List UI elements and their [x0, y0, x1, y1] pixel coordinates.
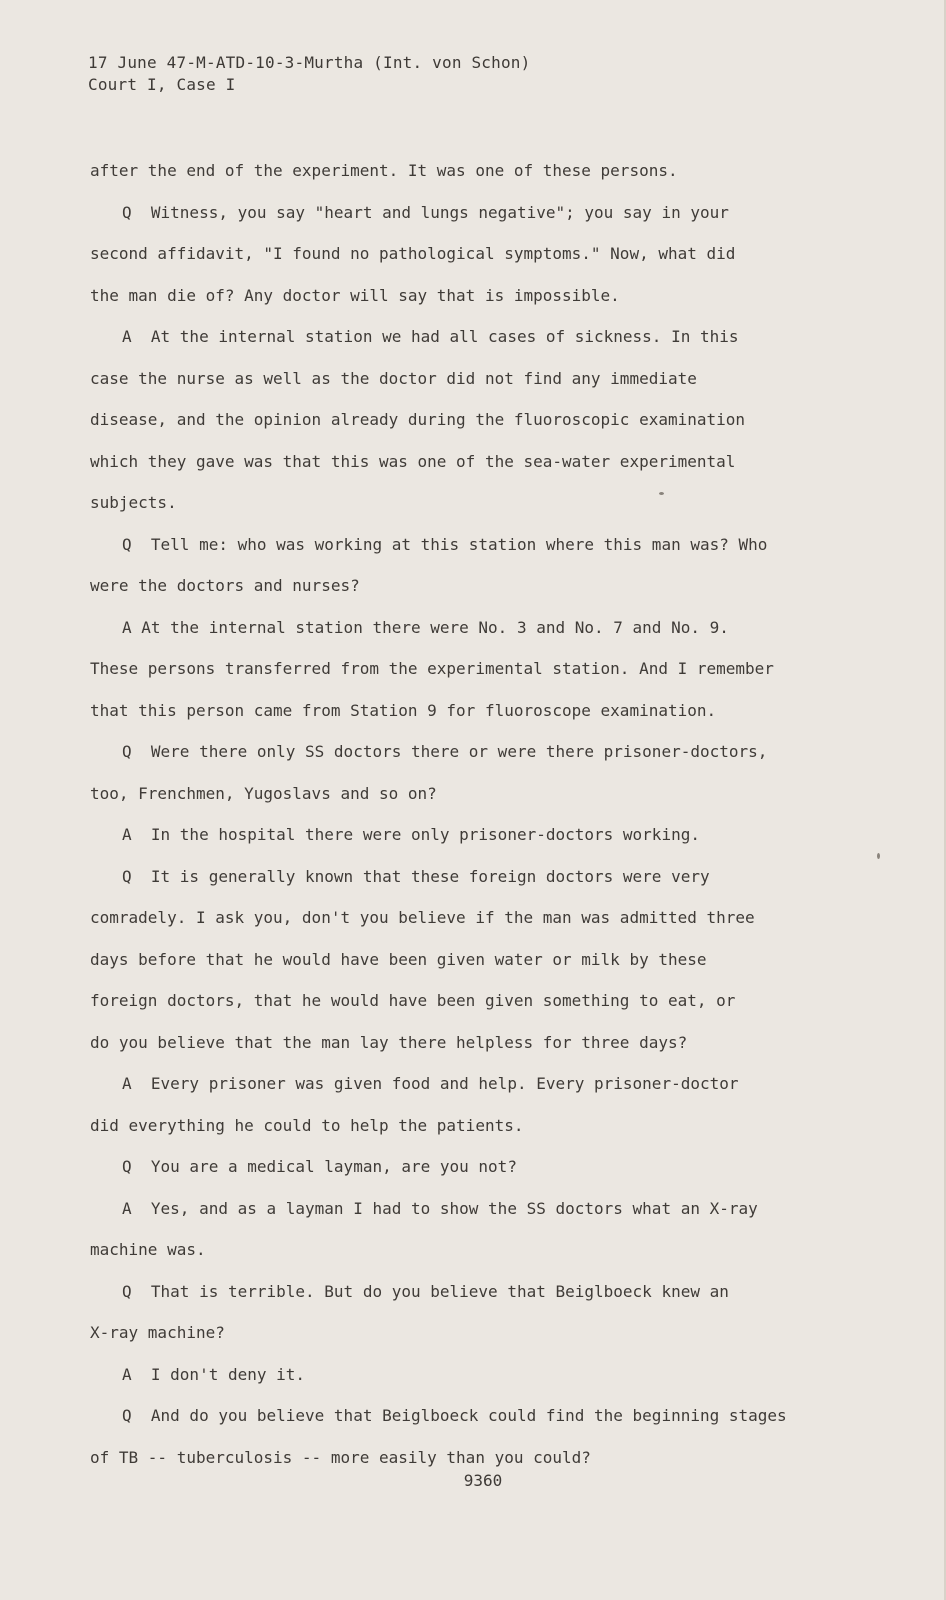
- transcript-line: machine was.: [90, 1240, 206, 1259]
- transcript-line: of TB -- tuberculosis -- more easily than you could?: [90, 1447, 591, 1467]
- transcript-line: Q Tell me: who was working at this station where this man was? Who: [122, 534, 768, 554]
- transcript-line: A At the internal station there were No. 3 and No. 7 and No. 9.: [122, 617, 729, 637]
- transcript-line: Q And do you believe that Beiglboeck could find the beginning stages: [122, 1406, 787, 1425]
- transcript-line: X-ray machine?: [90, 1323, 225, 1342]
- transcript-line: subjects.: [90, 493, 177, 512]
- transcript-line: A In the hospital there were only prisoner-doctors working.: [122, 825, 700, 844]
- transcript-line: Q Were there only SS doctors there or were there prisoner-doctors,: [122, 742, 768, 761]
- header-date-line: 17 June 47-M-ATD-10-3-Murtha (Int. von Schon): [88, 53, 531, 72]
- paper-speck: [659, 492, 664, 495]
- transcript-line: A I don't deny it.: [122, 1364, 306, 1384]
- transcript-line: Q That is terrible. But do you believe that Beiglboeck knew an: [122, 1281, 729, 1301]
- transcript-line: did everything he could to help the patients.: [90, 1115, 524, 1135]
- transcript-line: Q It is generally known that these foreign doctors were very: [122, 866, 710, 886]
- paper-speck: [877, 853, 880, 859]
- transcript-line: days before that he would have been given water or milk by these: [90, 949, 707, 969]
- transcript-line: after the end of the experiment. It was one of these persons.: [90, 161, 678, 180]
- transcript-line: foreign doctors, that he would have been given something to eat, or: [90, 991, 736, 1010]
- transcript-line: do you believe that the man lay there helpless for three days?: [90, 1032, 688, 1052]
- transcript-line: the man die of? Any doctor will say that is impossible.: [90, 285, 620, 305]
- transcript-line: A Yes, and as a layman I had to show the SS doctors what an X-ray: [122, 1198, 758, 1218]
- transcript-line: Q You are a medical layman, are you not?: [122, 1157, 517, 1176]
- transcript-line: disease, and the opinion already during the fluoroscopic examination: [90, 410, 746, 429]
- header-court-line: Court I, Case I: [88, 75, 236, 94]
- document-header: [88, 52, 530, 96]
- transcript-line: that this person came from Station 9 for fluoroscope examination.: [90, 700, 717, 720]
- transcript-line: These persons transferred from the experimental station. And I remember: [90, 659, 774, 678]
- transcript-line: case the nurse as well as the doctor did not find any immediate: [90, 368, 697, 388]
- transcript-line: too, Frenchmen, Yugoslavs and so on?: [90, 783, 437, 803]
- transcript-line: comradely. I ask you, don't you believe if the man was admitted three: [90, 908, 755, 927]
- page-number: 9360: [463, 1471, 503, 1490]
- transcript-line: which they gave was that this was one of the sea-water experimental: [90, 451, 736, 471]
- transcript-line: A Every prisoner was given food and help. Every prisoner-doctor: [122, 1074, 739, 1093]
- transcript-line: second affidavit, "I found no pathological symptoms." Now, what did: [90, 244, 736, 263]
- transcript-line: A At the internal station we had all cases of sickness. In this: [122, 327, 739, 346]
- transcript-line: were the doctors and nurses?: [90, 576, 360, 595]
- transcript-line: Q Witness, you say "heart and lungs negative"; you say in your: [122, 202, 729, 222]
- transcript-body: [90, 150, 830, 1478]
